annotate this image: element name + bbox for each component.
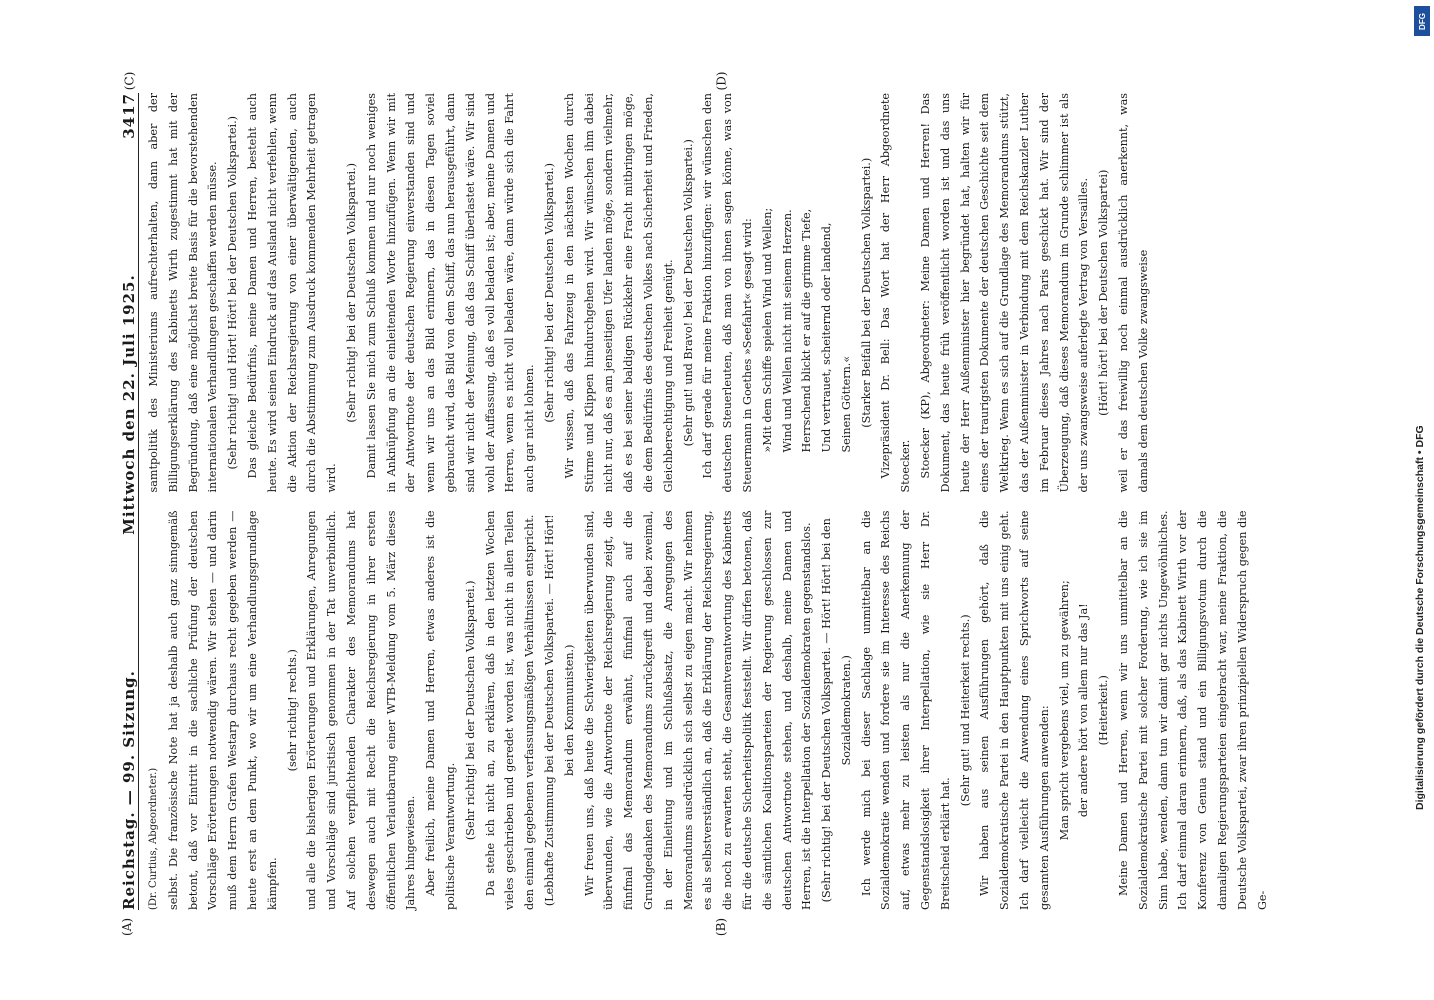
verse-line: Seinen Göttern.« <box>839 355 853 453</box>
column-left <box>144 510 1269 911</box>
interjection: (Heiterkeit.) <box>1097 675 1111 746</box>
paragraph: Meine Damen und Herren, wenn wir uns unmittelbar an die Sozialdemokratische Partei mit solcher Forderung, wie ich sie im Sinn habe, wenden, dann tun wir damit gar nichts Ungewöhnliches. Ich darf einmal daran erinnern, daß, als das Kabinett Wirth vor der Konferenz von Genua stand und ein Billigungsvotum durch die damaligen Regierungsparteien eingebracht war, meine Fraktion, die Deutsche Volkspartei, zwar ihren prinzipiellen Widerspruch gegen die Ge- <box>1117 510 1269 910</box>
quote-line: Man spricht vergebens viel, um zu gewähren; <box>1057 580 1071 841</box>
verse-line: Herrschend blickt er auf die grimme Tiefe, <box>800 208 814 453</box>
margin-mark-b: (B) <box>714 917 729 937</box>
paragraph: weil er das freiwillig noch einmal ausdrücklich anerkennt, was damals dem deutschen Volke zwangsweise <box>1117 93 1150 493</box>
document-page <box>112 93 1269 910</box>
interjection: (Sehr gut! und Bravo! bei der Deutschen Volkspartei.) <box>681 139 695 447</box>
paragraph: samtpolitik des Ministeriums aufrechterhalten, dann aber der Billigungserklärung des Kabinetts Wirth zugestimmt hat mit der Begründung, daß eine möglichst breite Basis für die bevorstehenden internationalen Verhandlungen geschaffen werden müsse. <box>147 93 220 493</box>
interjection: (Sehr richtig! bei der Deutschen Volkspartei.) <box>344 162 358 423</box>
column-right <box>144 93 1150 493</box>
dfg-credit-strip <box>1414 40 1430 810</box>
interjection: (Sehr richtig! bei der Deutschen Volkspartei.) <box>542 162 556 423</box>
interjection: (Sehr gut! und Heiterkeit rechts.) <box>958 614 972 807</box>
header-date: Mittwoch den 22. Juli 1925. <box>120 274 138 535</box>
margin-mark-a: (A) <box>120 917 135 937</box>
paragraph: Da stehe ich nicht an, zu erklären, daß in den letzten Wochen vieles geschrieben und geredet worden ist, was nicht in allen Teilen den einmal gegebenen verfassungsmäßigen Verhältnissen entspricht. <box>483 510 537 910</box>
paragraph: Ich darf gerade für meine Fraktion hinzufügen: wir wünschen den deutschen Steuerleuten, daß man von ihnen sagen könne, was von Steuermann in Goethes »Seefahrt« gesagt wird: <box>701 93 754 493</box>
quote-line: der andere hört von allem nur das Ja! <box>1077 603 1091 818</box>
paragraph: Wir freuen uns, daß heute die Schwierigkeiten überwunden sind, überwunden, wie die Antwortnote der Reichsregierung zeigt, die fünfmal das Memorandum erwähnt, fünfmal auch auf die Grundgedanken des Memorandums zurückgreift und dabei zweimal, in der Einleitung und im Schlußabsatz, die Anregungen des Memorandums ausdrücklich sich selbst zu eigen macht. Wir nehmen es als selbstverständlich an, daß die Erklärung der Reichsregierung, die noch zu erwarten steht, die Gesamtverantwortung des Kabinetts für die deutsche Sicherheitspolitik feststellt. Wir dürfen betonen, daß die sämtlichen Koalitionsparteien der Regierung geschlossen zur deutschen Antwortnote stehen, und deshalb, meine Damen und Herren, ist die Interpellation der Sozialdemokraten gegenstandslos. <box>582 510 814 910</box>
page-header <box>112 93 139 910</box>
paragraph: Damit lassen Sie mich zum Schluß kommen und nur noch weniges in Anknüpfung an die einleitenden Worte hinzufügen. Wenn wir mit der Antwortnote der deutschen Regierung einverstanden sind und wenn wir uns an das Bild erinnern, das in diesen Tagen soviel gebraucht wird, das Bild von dem Schiff, das nun herausgeführt, dann sind wir nicht der Meinung, daß das Schiff überlastet wäre. Wir sind wohl der Auffassung, daß es voll beladen ist; aber, meine Damen und Herren, wenn es nicht voll beladen wäre, dann würde sich die Fahrt auch gar nicht lohnen. <box>364 93 537 493</box>
header-left: Reichstag. — 99. Sitzung. <box>120 670 138 910</box>
interjection: (Sehr richtig! bei der Deutschen Volkspartei. — Hört! Hört! bei den Sozialdemokraten.) <box>820 518 853 903</box>
speaker-tag: (Dr. Curtius, Abgeordneter.) <box>148 767 159 910</box>
margin-mark-d: (D) <box>714 71 729 91</box>
paragraph: Vizepräsident Dr. Bell: Das Wort hat der Herr Abgeordnete Stoecker. <box>879 93 913 493</box>
interjection: (Hört! hört! bei der Deutschen Volkspartei) <box>1097 169 1111 416</box>
paragraph: Wir wissen, daß das Fahrzeug in den nächsten Wochen durch Stürme und Klippen hindurchgehen wird. Wir wünschen ihm dabei nicht nur, daß es am jenseitigen Ufer landen möge, sondern vielmehr, daß es bei seiner baldigen Rückkehr eine Fracht mitbringen möge, die dem Bedürfnis des deutschen Volkes nach Sicherheit und Frieden, Gleichberechtigung und Freiheit genügt. <box>562 93 675 493</box>
interjection: (Lebhafte Zustimmung bei der Deutschen Volkspartei. — Hört! Hört! bei den Kommunisten.) <box>542 514 576 907</box>
verse-line: »Mit dem Schiffe spielen Wind und Wellen; <box>760 207 774 453</box>
paragraph: Ich werde mich bei dieser Sachlage unmittelbar an die Sozialdemokratie wenden und fordere sie im Interesse des Reichs auf, etwas mehr zu leisten als nur die Anerkennung der Gegenstandslosigkeit ihrer Interpellation, wie sie Herr Dr. Breitscheid erklärt hat. <box>859 510 952 910</box>
paragraph: Das gleiche Bedürfnis, meine Damen und Herren, besteht auch heute. Es wird seinen Eindruck auf das Ausland nicht verfehlen, wenn die Aktion der Reichsregierung von einer überwältigenden, auch durch die Abstimmung zum Ausdruck kommenden Mehrheit getragen wird. <box>245 93 339 493</box>
verse-line: Und vertrauet, scheiternd oder landend, <box>820 222 834 453</box>
paragraph: Wir haben aus seinen Ausführungen gehört, daß die Sozialdemokratische Partei in den Hauptpunkten mit uns einig geht. Ich darf vielleicht die Anwendung eines Sprichworts auf seine gesamten Ausführungen anwenden: <box>978 510 1051 910</box>
interjection: (Starker Beifall bei der Deutschen Volkspartei.) <box>859 157 873 428</box>
paragraph: Aber freilich, meine Damen und Herren, etwas anderes ist die politische Verantwortung. <box>424 510 457 910</box>
paragraph: Stoecker (KP), Abgeordneter: Meine Damen und Herren! Das Dokument, das heute früh veröffentlicht worden ist und das uns heute der Herr Außenminister hier begründet hat, halten wir für eines der traurigsten Dokumente der deutschen Geschichte seit dem Weltkrieg. Wenn es sich auf die Grundlage des Memorandums stützt, das der Außenminister in Verbindung mit dem Reichskanzler Luther im Februar dieses Jahres nach Paris geschickt hat. Wir sind der Überzeugung, daß dieses Memorandum im Grunde schlimmer ist als der uns zwangsweise auferlegte Vertrag von Versailles. <box>919 93 1091 493</box>
verse-line: Wind und Wellen nicht mit seinem Herzen. <box>780 209 794 453</box>
interjection: (Sehr richtig! und Hört! Hört! bei der Deutschen Volkspartei.) <box>226 116 240 470</box>
page-number: 3417 <box>120 93 138 139</box>
dfg-logo: DFG <box>1414 6 1430 36</box>
interjection: (sehr richtig! rechts.) <box>285 649 299 772</box>
interjection: (Sehr richtig! bei der Deutschen Volkspartei.) <box>463 580 477 841</box>
paragraph: und alle die bisherigen Erörterungen und Erklärungen, Anregungen und Vorschläge sind juristisch genommen in der Tat unverbindlich. Auf solchen verpflichtenden Charakter des Memorandums hat deswegen auch mit Recht die Reichsregierung in ihrer ersten öffentlichen Verlautbarung einer WTB-Meldung vom 5. März dieses Jahres hingewiesen. <box>305 510 418 910</box>
margin-mark-c: (C) <box>122 71 137 91</box>
paragraph: selbst. Die französische Note hat ja deshalb auch ganz sinngemäß betont, daß vor Eintritt in die sachliche Prüfung der deutschen Vorschläge Erörterungen notwendig wären. Wir stehen — und darin muß dem Herrn Grafen Westarp durchaus recht gegeben werden — heute erst an dem Punkt, wo wir um eine Verhandlungsgrundlage kämpfen. <box>166 510 279 910</box>
dfg-credit: Digitalisierung gefördert durch die Deutsche Forschungsgemeinschaft • DFG <box>1414 425 1426 810</box>
